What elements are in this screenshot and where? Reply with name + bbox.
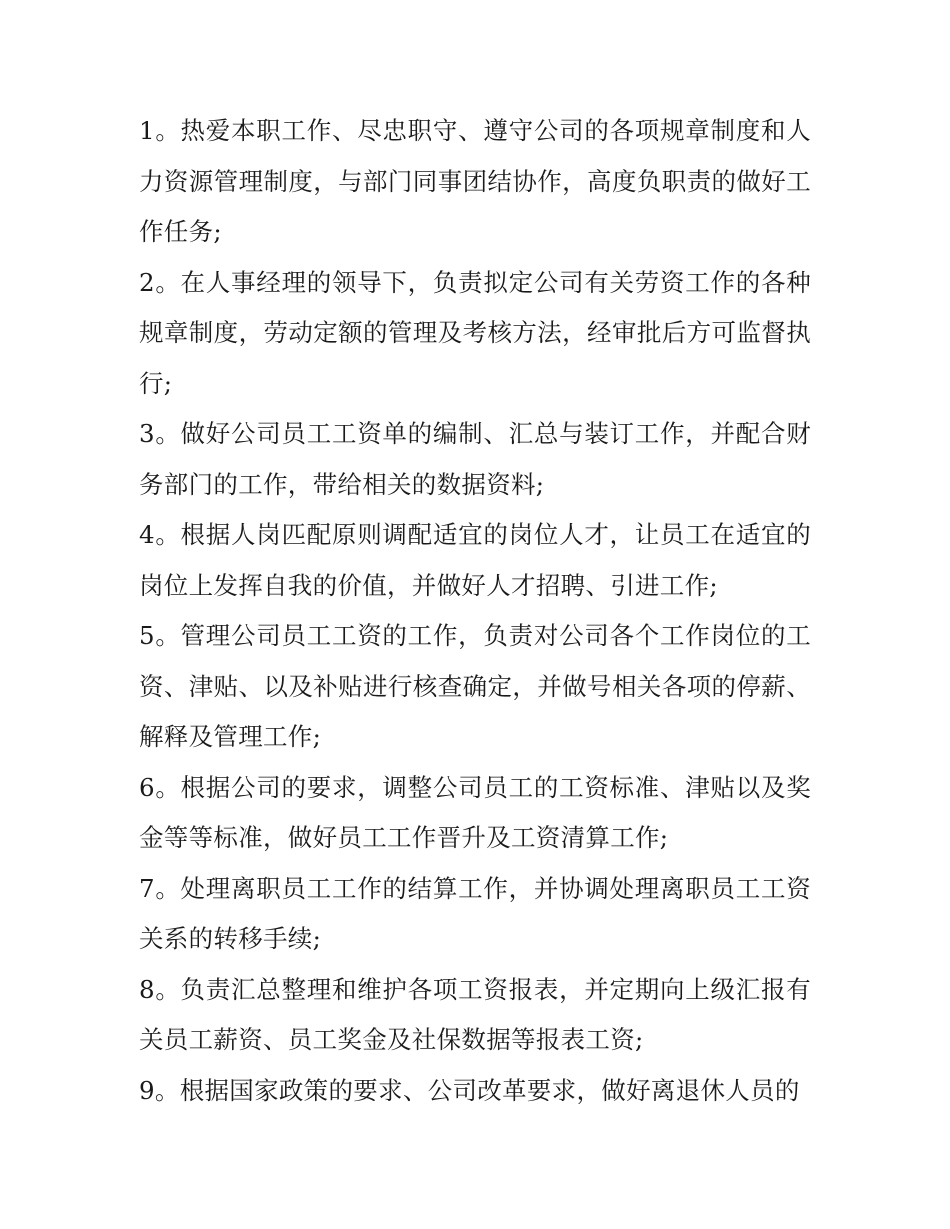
list-item: 7。处理离职员工工作的结算工作，并协调处理离职员工工资关系的转移手续;: [139, 873, 811, 953]
list-item: 4。根据人岗匹配原则调配适宜的岗位人才，让员工在适宜的岗位上发挥自我的价值，并做好人才招聘、引进工作;: [139, 520, 811, 600]
list-item: 2。在人事经理的领导下，负责拟定公司有关劳资工作的各种规章制度，劳动定额的管理及考核方法，经审批后方可监督执行;: [139, 267, 811, 398]
list-item: 9。根据国家政策的要求、公司改革要求，做好离退休人员的: [139, 1075, 800, 1105]
list-item: 1。热爱本职工作、尽忠职守、遵守公司的各项规章制度和人力资源管理制度，与部门同事团结协作，高度负职责的做好工作任务;: [139, 116, 811, 246]
list-item: 6。根据公司的要求，调整公司员工的工资标准、津贴以及奖金等等标准，做好员工工作晋升及工资清算工作;: [139, 772, 811, 852]
list-item: 3。做好公司员工工资单的编制、汇总与装订工作，并配合财务部门的工作，带给相关的数据资料;: [139, 419, 811, 499]
list-item: 5。管理公司员工工资的工作，负责对公司各个工作岗位的工资、津贴、以及补贴进行核查确定，并做号相关各项的停薪、解释及管理工作;: [139, 621, 811, 751]
list-item: 8。负责汇总整理和维护各项工资报表，并定期向上级汇报有关员工薪资、员工奖金及社保数据等报表工资;: [139, 974, 811, 1054]
document-body: [139, 106, 811, 1116]
